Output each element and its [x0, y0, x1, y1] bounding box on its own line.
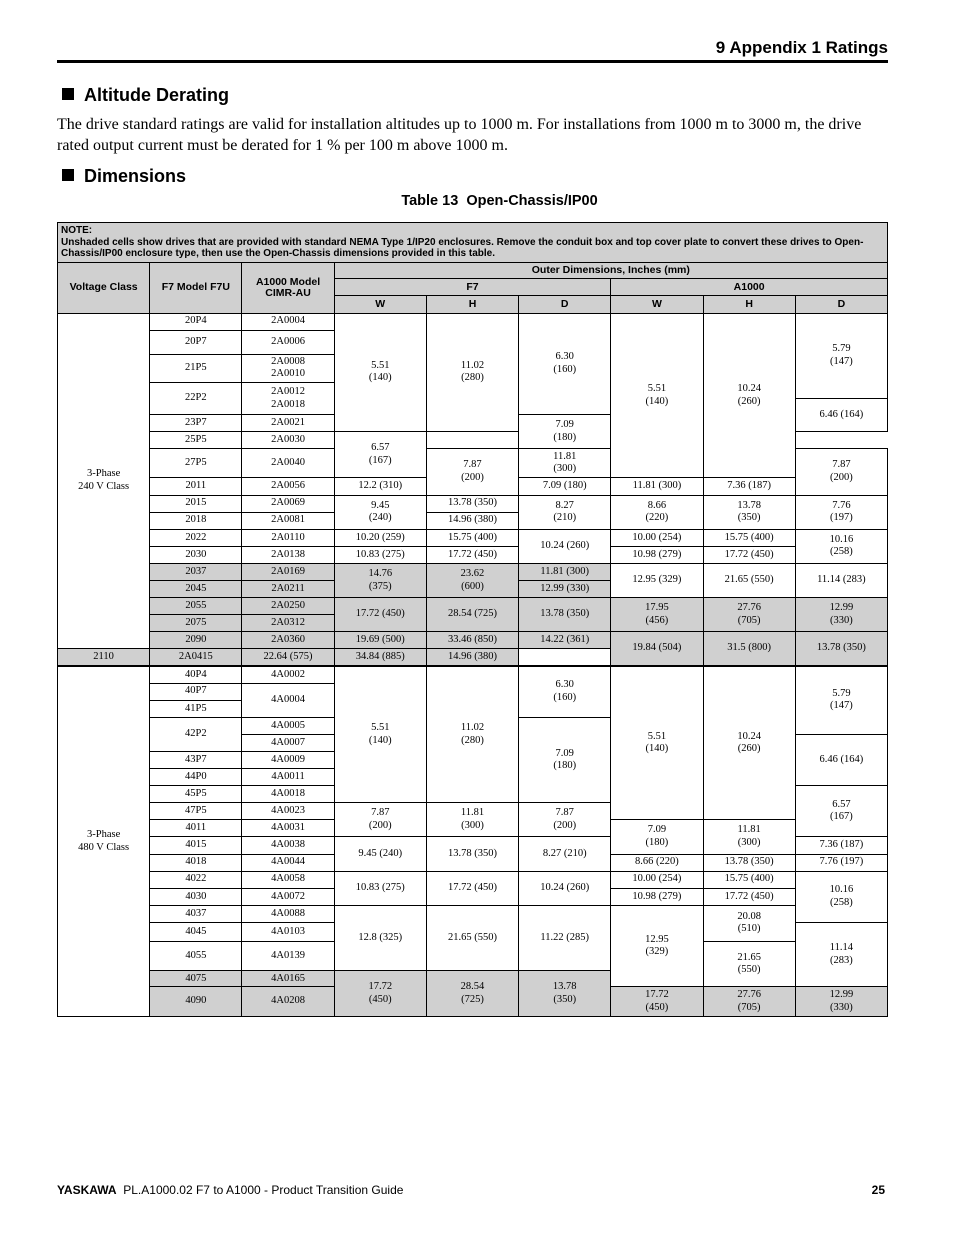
table-caption	[0, 193, 954, 209]
table-cell: 11.81 (300)	[426, 803, 518, 837]
table-cell: 5.51 (140)	[334, 666, 426, 803]
table-cell: 4A0072	[242, 888, 334, 905]
table-cell: 2A0056	[242, 478, 334, 495]
table-cell: 4A0038	[242, 837, 334, 854]
table-note	[58, 223, 888, 263]
dimensions-table	[57, 222, 888, 1017]
table-row	[58, 632, 888, 649]
table-cell: 5.51 (140)	[334, 313, 426, 432]
table-cell: 4018	[150, 854, 242, 871]
page-number: 25	[871, 1183, 885, 1197]
table-cell: 4030	[150, 888, 242, 905]
table-cell: 17.72 (450)	[703, 546, 795, 563]
table-cell: 4A0009	[242, 751, 334, 768]
table-cell: 4022	[150, 871, 242, 888]
table-cell: 17.72 (450)	[426, 871, 518, 905]
table-cell: 11.22 (285)	[519, 905, 611, 970]
header-f7-d: D	[519, 296, 611, 313]
table-row	[58, 495, 888, 512]
table-cell: 22.64 (575)	[242, 649, 334, 666]
table-cell: 4A0058	[242, 871, 334, 888]
table-cell: 7.36 (187)	[703, 478, 795, 495]
table-cell: 10.83 (275)	[334, 871, 426, 905]
header-a1000-model: A1000 Model CIMR-AU	[242, 263, 334, 313]
table-cell: 17.72 (450)	[703, 888, 795, 905]
table-cell: 13.78 (350)	[426, 837, 518, 871]
table-cell: 13.78 (350)	[519, 971, 611, 1017]
header-outer-dimensions: Outer Dimensions, Inches (mm)	[334, 263, 887, 279]
table-cell: 21.65 (550)	[703, 942, 795, 987]
altitude-section-heading	[62, 85, 229, 106]
table-cell: 2A0006	[242, 330, 334, 354]
header-f7-w: W	[334, 296, 426, 313]
table-cell: 7.09 (180)	[519, 717, 611, 802]
table-cell: 4A0011	[242, 769, 334, 786]
table-cell: 8.27 (210)	[519, 495, 611, 529]
table-cell: 12.95 (329)	[611, 905, 703, 986]
table-cell: 2055	[150, 598, 242, 615]
table-row	[58, 313, 888, 330]
table-cell: 17.72 (450)	[334, 598, 426, 632]
table-cell: 40P4	[150, 666, 242, 683]
table-cell: 15.75 (400)	[703, 871, 795, 888]
altitude-title: Altitude Derating	[84, 85, 230, 105]
header-a1000-w: W	[611, 296, 703, 313]
table-cell: 7.87 (200)	[795, 449, 887, 495]
table-cell: 23P7	[150, 415, 242, 432]
header-f7-model: F7 Model F7U	[150, 263, 242, 313]
table-title: Open-Chassis/IP00	[466, 193, 598, 209]
table-cell: 2A0040	[242, 449, 334, 478]
table-cell: 4037	[150, 905, 242, 922]
square-bullet-icon	[62, 169, 74, 181]
table-cell: 4A0023	[242, 803, 334, 820]
table-cell: 10.16 (258)	[795, 529, 887, 563]
table-cell: 14.22 (361)	[519, 632, 611, 649]
table-cell: 7.09 (180)	[611, 820, 703, 854]
table-cell: 12.8 (325)	[334, 905, 426, 970]
table-cell: 7.09 (180)	[519, 415, 611, 449]
table-cell: 13.78 (350)	[519, 598, 611, 632]
table-cell: 4A0007	[242, 734, 334, 751]
table-cell: 21.65 (550)	[703, 563, 795, 597]
table-cell: 13.78 (350)	[703, 854, 795, 871]
table-row	[58, 529, 888, 546]
table-cell: 20P4	[150, 313, 242, 330]
table-cell: 2A0012 2A0018	[242, 382, 334, 414]
table-cell: 7.87 (200)	[334, 803, 426, 837]
table-cell: 17.72 (450)	[334, 971, 426, 1017]
table-cell: 2A0081	[242, 512, 334, 529]
table-cell: 23.62 (600)	[426, 563, 518, 597]
table-cell: 22P2	[150, 382, 242, 414]
table-number: Table 13	[401, 193, 459, 209]
header-f7: F7	[334, 279, 611, 296]
table-cell: 6.57 (167)	[334, 432, 426, 478]
table-cell: 11.02 (280)	[426, 313, 518, 432]
table-cell: 31.5 (800)	[703, 632, 795, 666]
table-cell: 21.65 (550)	[426, 905, 518, 970]
table-cell: 4045	[150, 922, 242, 941]
table-cell: 13.78 (350)	[703, 495, 795, 529]
table-cell: 4A0044	[242, 854, 334, 871]
table-cell: 5.79 (147)	[795, 313, 887, 399]
table-cell: 2A0415	[150, 649, 242, 666]
table-cell: 2018	[150, 512, 242, 529]
table-cell: 11.14 (283)	[795, 563, 887, 597]
header-a1000-d: D	[795, 296, 887, 313]
table-cell: 43P7	[150, 751, 242, 768]
table-cell: 4A0004	[242, 683, 334, 717]
footer-brand: YASKAWA	[57, 1183, 117, 1197]
table-cell: 10.20 (259)	[334, 529, 426, 546]
table-cell: 40P7	[150, 683, 242, 700]
chapter-title: 9 Appendix 1 Ratings	[715, 38, 888, 57]
table-cell: 9.45 (240)	[334, 837, 426, 871]
altitude-paragraph: The drive standard ratings are valid for installation altitudes up to 1000 m. For installations from 1000 m to 3000 m, the drive rated output current must be derated for 1 % per 100 m above 1000 m.	[57, 116, 862, 154]
table-cell: 2030	[150, 546, 242, 563]
table-cell: 10.24 (260)	[519, 529, 611, 563]
table-cell: 28.54 (725)	[426, 598, 518, 632]
dimensions-section-heading	[62, 166, 186, 187]
table-cell: 6.57 (167)	[795, 786, 887, 837]
table-cell: 7.09 (180)	[519, 478, 611, 495]
page-header	[57, 36, 888, 63]
table-cell: 20.08 (510)	[703, 905, 795, 941]
dimensions-title: Dimensions	[84, 166, 187, 186]
table-cell: 4A0018	[242, 786, 334, 803]
table-cell: 20P7	[150, 330, 242, 354]
table-cell: 2037	[150, 563, 242, 580]
table-cell: 2011	[150, 478, 242, 495]
table-cell: 4090	[150, 987, 242, 1017]
table-cell: 8.66 (220)	[611, 854, 703, 871]
table-cell: 2A0069	[242, 495, 334, 512]
table-cell: 19.84 (504)	[611, 632, 703, 666]
table-cell: 10.98 (279)	[611, 888, 703, 905]
table-cell: 47P5	[150, 803, 242, 820]
table-cell: 6.30 (160)	[519, 313, 611, 415]
table-cell: 2090	[150, 632, 242, 649]
table-cell: 4A0139	[242, 942, 334, 971]
table-cell: 12.99 (330)	[795, 598, 887, 632]
table-cell: 4075	[150, 971, 242, 987]
table-cell: 19.69 (500)	[334, 632, 426, 649]
table-cell: 10.16 (258)	[795, 871, 887, 922]
table-cell: 2045	[150, 581, 242, 598]
table-cell: 11.81 (300)	[519, 449, 611, 478]
table-cell: 17.72 (450)	[611, 987, 703, 1017]
table-cell: 11.81 (300)	[611, 478, 703, 495]
table-cell: 4055	[150, 942, 242, 971]
table-cell: 4015	[150, 837, 242, 854]
table-cell: 27.76 (705)	[703, 987, 795, 1017]
table-cell: 2A0360	[242, 632, 334, 649]
table-cell: 4A0005	[242, 717, 334, 734]
table-cell: 2A0021	[242, 415, 334, 432]
table-cell: 17.95 (456)	[611, 598, 703, 632]
table-cell: 2A0169	[242, 563, 334, 580]
table-cell: 2A0138	[242, 546, 334, 563]
table-row	[58, 666, 888, 683]
note-text: Unshaded cells show drives that are provided with standard NEMA Type 1/IP20 enclosures. Remove the conduit box and top cover plate to convert these drives to Open-Chassis/IP00 enclosure type, then use the Open-Chassis dimensions provided in this table.	[61, 236, 864, 260]
table-cell: 14.96 (380)	[426, 512, 518, 529]
table-cell: 2A0008 2A0010	[242, 354, 334, 382]
table-cell: 10.00 (254)	[611, 529, 703, 546]
table-row	[58, 546, 888, 563]
table-cell: 2A0250	[242, 598, 334, 615]
table-cell: 21P5	[150, 354, 242, 382]
table-cell: 27P5	[150, 449, 242, 478]
table-cell: 12.99 (330)	[519, 581, 611, 598]
table-cell: 44P0	[150, 769, 242, 786]
table-cell: 11.02 (280)	[426, 666, 518, 803]
table-cell: 15.75 (400)	[703, 529, 795, 546]
table-cell: 4A0103	[242, 922, 334, 941]
table-cell: 10.24 (260)	[519, 871, 611, 905]
header-a1000: A1000	[611, 279, 888, 296]
table-cell: 4A0002	[242, 666, 334, 683]
table-cell: 5.51 (140)	[611, 313, 703, 478]
table-cell: 15.75 (400)	[426, 529, 518, 546]
table-cell: 4A0088	[242, 905, 334, 922]
table-cell: 13.78 (350)	[795, 632, 887, 666]
table-cell: 9.45 (240)	[334, 495, 426, 529]
table-cell: 11.14 (283)	[795, 922, 887, 986]
table-cell: 10.24 (260)	[703, 313, 795, 478]
table-cell: 8.66 (220)	[611, 495, 703, 529]
table-cell: 10.24 (260)	[703, 666, 795, 820]
header-f7-h: H	[426, 296, 518, 313]
table-cell: 33.46 (850)	[426, 632, 518, 649]
header-a1000-h: H	[703, 296, 795, 313]
table-cell: 41P5	[150, 700, 242, 717]
table-cell: 42P2	[150, 717, 242, 751]
table-cell: 12.2 (310)	[334, 478, 426, 495]
table-cell: 2A0110	[242, 529, 334, 546]
table-cell: 10.00 (254)	[611, 871, 703, 888]
table-cell: 11.81 (300)	[519, 563, 611, 580]
table-cell: 2A0004	[242, 313, 334, 330]
table-row	[58, 905, 888, 922]
table-cell: 11.81 (300)	[703, 820, 795, 854]
table-cell: 7.36 (187)	[795, 837, 887, 854]
table-row	[58, 563, 888, 580]
table-cell: 4A0208	[242, 987, 334, 1017]
table-cell: 13.78 (350)	[426, 495, 518, 512]
table-cell: 17.72 (450)	[426, 546, 518, 563]
table-cell: 2A0211	[242, 581, 334, 598]
table-cell: 14.76 (375)	[334, 563, 426, 597]
table-cell: 12.99 (330)	[795, 987, 887, 1017]
table-cell: 2A0030	[242, 432, 334, 449]
header-voltage-class: Voltage Class	[58, 263, 150, 313]
footer-doc-title: PL.A1000.02 F7 to A1000 - Product Transition Guide	[123, 1183, 404, 1197]
table-cell: 4A0031	[242, 820, 334, 837]
table-cell: 5.51 (140)	[611, 666, 703, 820]
table-cell: 6.46 (164)	[795, 734, 887, 785]
table-cell: 5.79 (147)	[795, 666, 887, 734]
table-cell: 12.95 (329)	[611, 563, 703, 597]
table-cell: 2015	[150, 495, 242, 512]
table-cell: 2110	[58, 649, 150, 666]
table-cell: 2A0312	[242, 615, 334, 632]
table-row	[58, 598, 888, 615]
table-cell: 10.98 (279)	[611, 546, 703, 563]
table-cell: 4A0165	[242, 971, 334, 987]
square-bullet-icon	[62, 88, 74, 100]
table-cell: 3-Phase 480 V Class	[58, 666, 150, 1016]
table-cell: 7.87 (200)	[426, 449, 518, 495]
page-footer	[57, 1183, 888, 1197]
table-cell: 14.96 (380)	[426, 649, 518, 666]
table-cell: 6.30 (160)	[519, 666, 611, 717]
table-cell: 2022	[150, 529, 242, 546]
table-cell: 45P5	[150, 786, 242, 803]
table-cell: 27.76 (705)	[703, 598, 795, 632]
table-cell: 6.46 (164)	[795, 399, 887, 432]
table-cell: 8.27 (210)	[519, 837, 611, 871]
table-cell: 7.76 (197)	[795, 495, 887, 529]
table-cell: 7.76 (197)	[795, 854, 887, 871]
table-cell: 4011	[150, 820, 242, 837]
table-cell: 2075	[150, 615, 242, 632]
table-cell: 3-Phase 240 V Class	[58, 313, 150, 649]
table-cell: 34.84 (885)	[334, 649, 426, 666]
table-cell: 7.87 (200)	[519, 803, 611, 837]
table-cell: 25P5	[150, 432, 242, 449]
table-cell: 10.83 (275)	[334, 546, 426, 563]
note-label: NOTE:	[61, 225, 93, 237]
table-cell: 28.54 (725)	[426, 971, 518, 1017]
table-row	[58, 871, 888, 888]
